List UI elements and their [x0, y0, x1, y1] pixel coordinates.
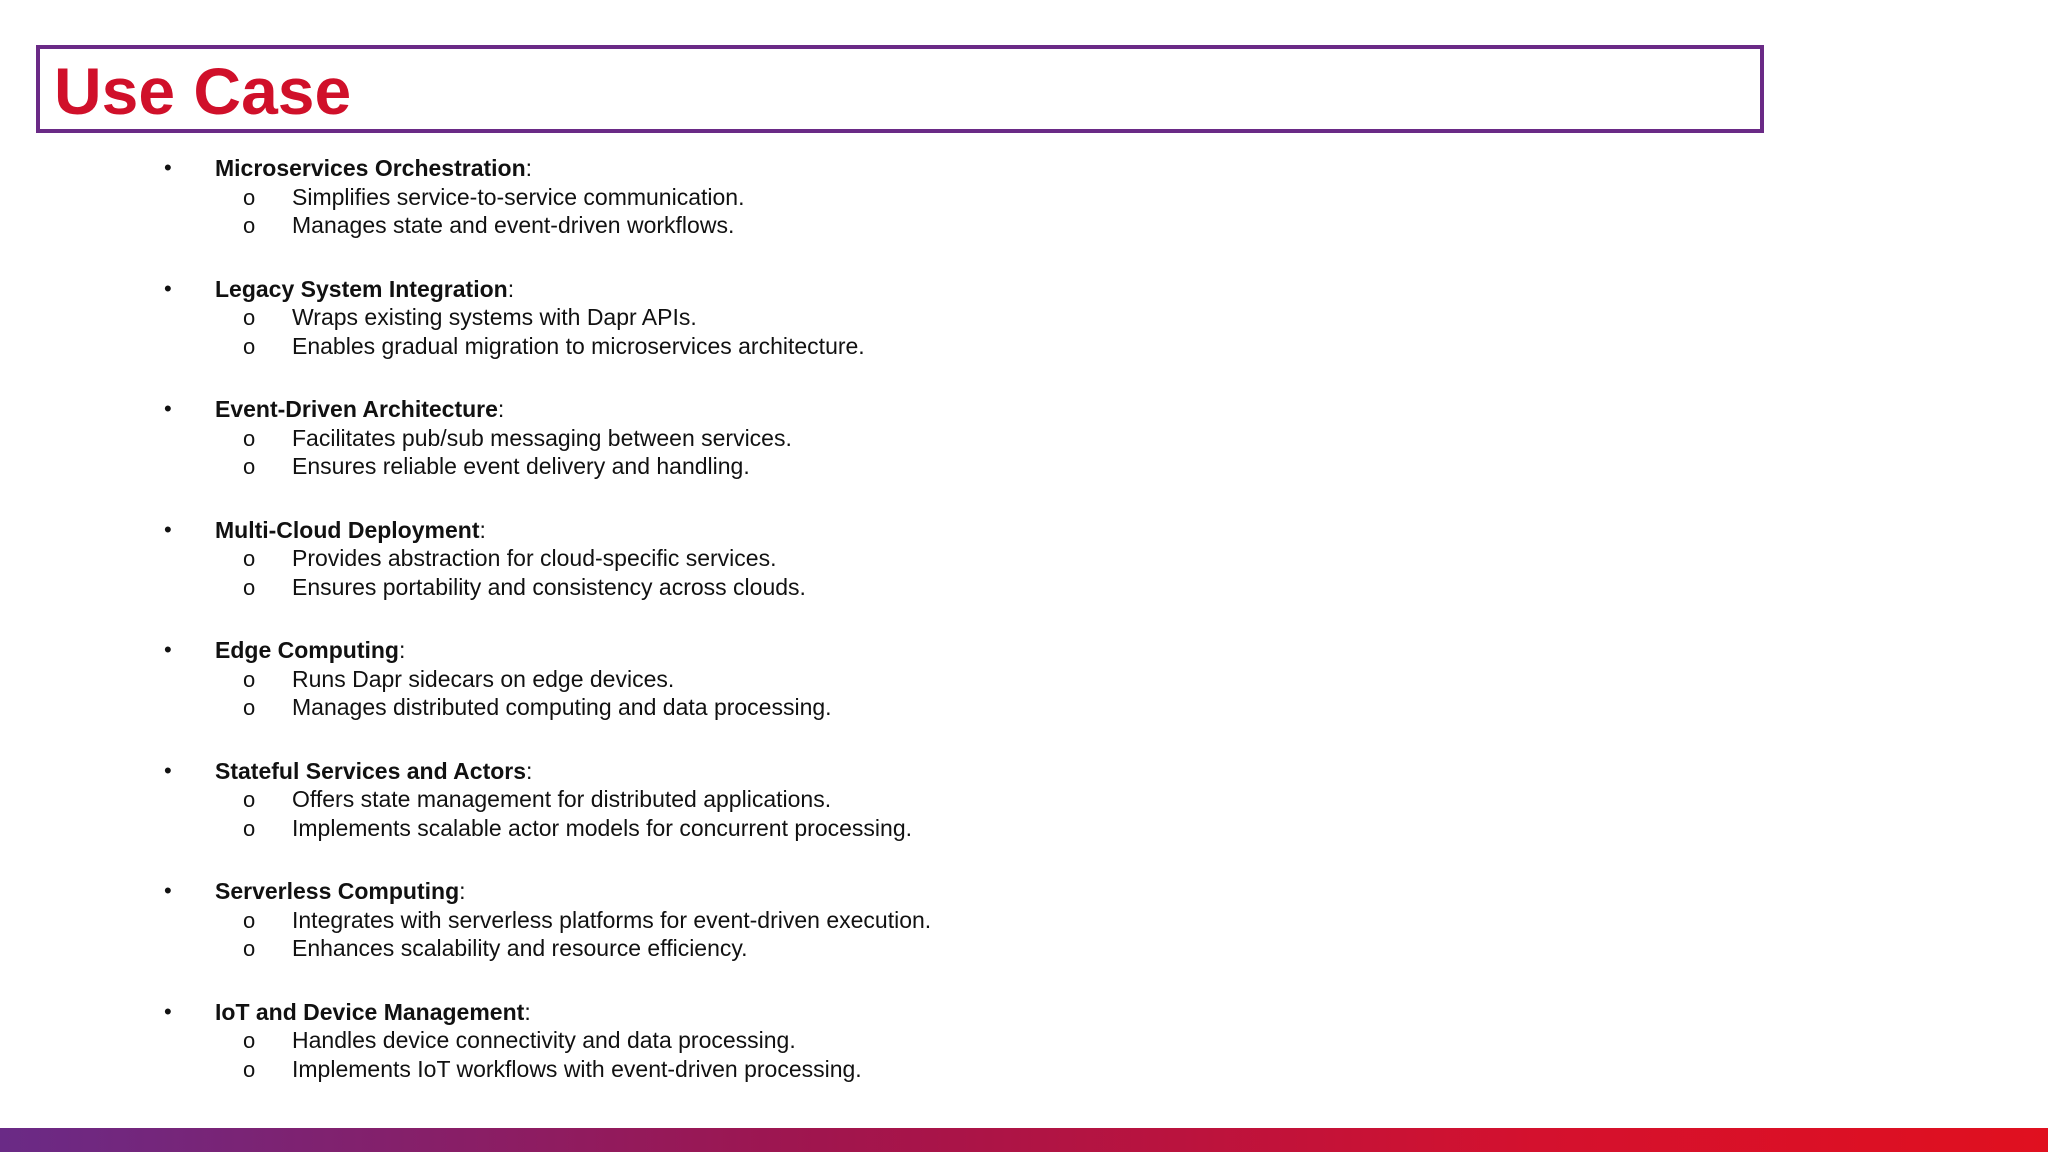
- section-heading-line: [0, 998, 1200, 1027]
- sub-item: [0, 211, 1200, 240]
- section-heading-title: Serverless Computing: [215, 878, 460, 904]
- circle-bullet-icon: o: [243, 907, 256, 933]
- section-heading: [215, 516, 486, 545]
- heading-colon: :: [497, 396, 505, 422]
- sub-item-text: Runs Dapr sidecars on edge devices.: [292, 665, 675, 692]
- sub-item-text: Ensures reliable event delivery and handling.: [292, 453, 750, 480]
- sub-item-text: Wraps existing systems with Dapr APIs.: [292, 304, 697, 331]
- bottom-gradient-bar: [0, 1128, 2048, 1152]
- sub-item: [0, 665, 1200, 694]
- sub-item-text: Integrates with serverless platforms for event-driven execution.: [292, 906, 932, 933]
- section-heading-line: [0, 516, 1200, 545]
- bullet-icon: •: [164, 516, 172, 542]
- sub-item: [0, 424, 1200, 453]
- heading-colon: :: [524, 998, 531, 1025]
- bullet-icon: •: [164, 275, 172, 301]
- section-heading-title: Multi-Cloud Deployment: [215, 516, 480, 543]
- use-case-section: [0, 998, 1200, 1119]
- sub-item: [0, 452, 1200, 481]
- sub-item-text: Ensures portability and consistency across clouds.: [292, 573, 806, 600]
- use-case-section: [0, 154, 1200, 275]
- heading-colon: :: [398, 637, 406, 663]
- sub-item-text: Enables gradual migration to microservices architecture.: [292, 332, 865, 359]
- sub-item-text: Implements IoT workflows with event-driven processing.: [292, 1055, 862, 1082]
- section-heading-line: [0, 877, 1200, 906]
- circle-bullet-icon: o: [243, 1056, 256, 1082]
- sub-item: [0, 1055, 1200, 1084]
- section-heading-title: Microservices Orchestration: [215, 155, 526, 181]
- use-case-list: [0, 154, 1200, 1118]
- bullet-icon: •: [164, 155, 172, 180]
- sub-item: [0, 573, 1200, 602]
- sub-item: [0, 303, 1200, 332]
- sub-item: [0, 693, 1200, 722]
- circle-bullet-icon: o: [243, 425, 256, 451]
- heading-colon: :: [459, 878, 466, 904]
- circle-bullet-icon: o: [243, 574, 256, 600]
- section-heading: [215, 757, 532, 786]
- use-case-section: [0, 395, 1200, 516]
- bullet-icon: •: [164, 998, 172, 1024]
- circle-bullet-icon: o: [243, 1028, 256, 1054]
- section-heading-line: [0, 757, 1200, 786]
- circle-bullet-icon: o: [243, 184, 256, 210]
- section-heading-line: [0, 636, 1200, 665]
- use-case-section: [0, 757, 1200, 878]
- section-heading: [215, 275, 514, 304]
- bullet-icon: •: [164, 757, 172, 783]
- circle-bullet-icon: o: [243, 936, 256, 962]
- heading-colon: :: [479, 516, 486, 543]
- section-heading-title: Event-Driven Architecture: [215, 396, 498, 422]
- sub-item-text: Facilitates pub/sub messaging between services.: [292, 424, 792, 451]
- sub-item: [0, 544, 1200, 573]
- section-heading-title: Legacy System Integration: [215, 275, 508, 302]
- use-case-section: [0, 636, 1200, 757]
- use-case-section: [0, 275, 1200, 396]
- circle-bullet-icon: o: [243, 815, 256, 841]
- sub-item: [0, 183, 1200, 212]
- sub-item-text: Simplifies service-to-service communication.: [292, 183, 745, 210]
- bullet-icon: •: [164, 637, 172, 662]
- sub-item: [0, 934, 1200, 963]
- sub-item-text: Implements scalable actor models for concurrent processing.: [292, 814, 913, 841]
- section-heading-line: [0, 275, 1200, 304]
- heading-colon: :: [525, 155, 533, 181]
- circle-bullet-icon: o: [243, 305, 256, 331]
- circle-bullet-icon: o: [243, 546, 256, 572]
- heading-colon: :: [507, 275, 515, 302]
- section-heading: [215, 395, 504, 424]
- sub-item: [0, 906, 1200, 935]
- circle-bullet-icon: o: [243, 213, 256, 239]
- sub-item: [0, 332, 1200, 361]
- section-heading: [215, 636, 405, 665]
- bullet-icon: •: [164, 396, 172, 421]
- title-box: [36, 45, 1764, 133]
- section-heading: [215, 877, 466, 906]
- circle-bullet-icon: o: [243, 695, 256, 721]
- section-heading-title: IoT and Device Management: [215, 998, 525, 1025]
- circle-bullet-icon: o: [243, 787, 256, 813]
- bullet-icon: •: [164, 878, 172, 903]
- section-heading: [215, 154, 532, 183]
- section-heading: [215, 998, 531, 1027]
- section-heading-title: Stateful Services and Actors: [215, 757, 527, 784]
- sub-item: [0, 1026, 1200, 1055]
- slide-title: Use Case: [54, 54, 352, 128]
- circle-bullet-icon: o: [243, 454, 256, 480]
- section-heading-title: Edge Computing: [215, 637, 399, 663]
- sub-item: [0, 785, 1200, 814]
- circle-bullet-icon: o: [243, 666, 256, 692]
- use-case-section: [0, 516, 1200, 637]
- sub-item-text: Manages distributed computing and data processing.: [292, 694, 832, 721]
- sub-item-text: Provides abstraction for cloud-specific services.: [292, 545, 777, 572]
- use-case-section: [0, 877, 1200, 998]
- section-heading-line: [0, 154, 1200, 183]
- circle-bullet-icon: o: [243, 333, 256, 359]
- sub-item-text: Handles device connectivity and data processing.: [292, 1027, 796, 1054]
- sub-item-text: Offers state management for distributed applications.: [292, 786, 832, 813]
- section-heading-line: [0, 395, 1200, 424]
- sub-item: [0, 814, 1200, 843]
- sub-item-text: Enhances scalability and resource efficiency.: [292, 935, 748, 962]
- heading-colon: :: [526, 757, 533, 784]
- sub-item-text: Manages state and event-driven workflows.: [292, 212, 735, 239]
